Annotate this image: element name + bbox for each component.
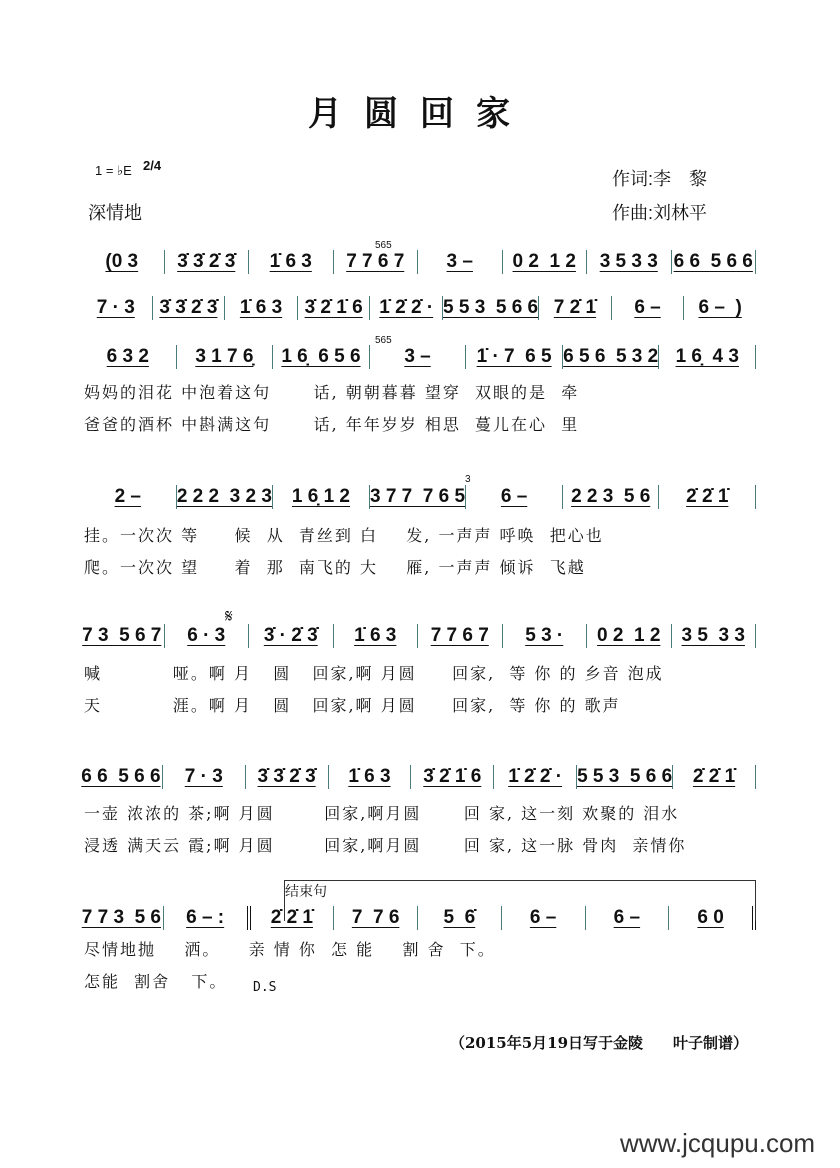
- watermark: www.jcqupu.com: [620, 1128, 816, 1158]
- measure: 5 6̇: [418, 906, 502, 930]
- measure: 3̇ 3̇ 2̇ 3̇: [153, 296, 226, 320]
- measure: 1̇ 2̇ 2̇ ·: [370, 296, 443, 320]
- measure: 6 – :: [164, 906, 251, 930]
- measure: 3̇ 3̇ 2̇ 3̇: [246, 765, 329, 789]
- measure: (0 3: [80, 250, 165, 274]
- measure: 6 –: [502, 906, 586, 930]
- lyrics-line: 尽情地抛 洒。 亲 情 你 怎 能 割 舍 下。: [84, 940, 496, 959]
- measure: 1̇ 6 3: [329, 765, 412, 789]
- measure: 6 0: [669, 906, 756, 930]
- measure: 2 2 3 5 6: [563, 485, 660, 509]
- lyrics-line: 挂。一次次 等 候 从 青丝到 白 发, 一声声 呼唤 把心也: [84, 526, 604, 545]
- lyrics-line: 天 涯。啊 月 圆 回家,啊 月圆 回家, 等 你 的 歌声: [84, 696, 621, 715]
- ending-label: 结束句: [285, 884, 327, 900]
- measure: 3̇ 2̇ 1̇ 6: [411, 765, 494, 789]
- measure: 7 7 6: [334, 906, 418, 930]
- notation-row: [80, 345, 756, 369]
- measure: 7 2̇ 1̇: [539, 296, 612, 320]
- measure: 0 2 1 2: [503, 250, 588, 274]
- lyrics-line: 浸透 满天云 霞;啊 月圆 回家,啊月圆 回 家, 这一脉 骨肉 亲情你: [84, 836, 687, 855]
- measure: 1̇ 6 3: [249, 250, 334, 274]
- segno-icon: 𝄋: [225, 606, 233, 626]
- measure: 5 3 ·: [503, 624, 588, 648]
- triplet-mark: 3: [465, 474, 471, 485]
- time-signature: 2/4: [143, 158, 162, 173]
- measure: 6 6 5 6 6: [672, 250, 757, 274]
- measure: 6 5 6 5 3 2: [563, 346, 659, 367]
- measure: 6 –: [586, 906, 670, 930]
- song-title: 月圆回家: [308, 94, 532, 134]
- measure: 3 5 3 3: [587, 250, 672, 274]
- measure: 6 6 5 6 6: [80, 765, 163, 789]
- measure: 1̇ 6 3: [225, 296, 298, 320]
- grace-notes: 565: [375, 240, 392, 251]
- measure: 3 1 7 6̣: [177, 345, 274, 369]
- lyrics-line: 爬。一次次 望 着 那 南飞的 大 雁, 一声声 倾诉 飞越: [84, 558, 586, 577]
- measure: 7 7 6 7: [334, 250, 419, 274]
- measure: 7 7 6 7: [418, 624, 503, 648]
- measure: 1̇ 2̇ 2̇ ·: [494, 765, 577, 789]
- ending-bracket: [284, 880, 756, 921]
- measure: 6 –: [612, 296, 685, 320]
- measure: 7 3 5 6 7: [80, 624, 165, 648]
- notation-row: [80, 250, 756, 274]
- measure: 5 5 3 5 6 6: [443, 297, 539, 318]
- measure: 2̇ 2̇ 1̇: [673, 765, 756, 789]
- measure: 3̇ · 2̇ 3̇: [249, 624, 334, 648]
- measure: 3 5 3 3: [672, 624, 757, 648]
- measure: 3 –: [370, 345, 467, 369]
- composer: 作曲:刘林平: [612, 203, 708, 223]
- measure: 2 2 2 3 2 3: [176, 486, 272, 507]
- grace-notes: 565: [375, 335, 392, 346]
- lyrics-line: 喊 哑。啊 月 圆 回家,啊 月圆 回家, 等 你 的 乡音 泡成: [84, 664, 664, 683]
- measure: 5 5 3 5 6 6: [577, 766, 673, 787]
- measure: 6 · 3: [165, 624, 250, 648]
- measure: 7 · 3: [80, 296, 153, 320]
- expression-mark: 深情地: [88, 203, 142, 223]
- lyrics-line: 妈妈的泪花 中泡着这句 话, 朝朝暮暮 望穿 双眼的是 牵: [84, 383, 580, 402]
- measure: 2̇ 2̇ 1̇: [251, 906, 335, 930]
- measure: 6 –: [466, 485, 563, 509]
- measure: 6 – ): [698, 297, 742, 318]
- measure: 1̇ · 7 6 5: [466, 345, 563, 369]
- footer-note: （2015年5月19日写于金陵 叶子制谱）: [450, 1034, 749, 1052]
- notation-row: [80, 485, 756, 509]
- key-signature: 1 = ♭E: [95, 163, 132, 178]
- measure: 2̇ 2̇ 1̇: [659, 485, 756, 509]
- measure: 1 6̣ 6 5 6: [273, 345, 370, 369]
- measure: 1̇ 6 3: [334, 624, 419, 648]
- notation-row: [80, 765, 756, 789]
- measure: 3 –: [418, 250, 503, 274]
- measure: 7 · 3: [163, 765, 246, 789]
- lyrics-line: 一壶 浓浓的 茶;啊 月圆 回家,啊月圆 回 家, 这一刻 欢聚的 泪水: [84, 804, 680, 823]
- measure: 3̇ 3̇ 2̇ 3̇: [165, 250, 250, 274]
- measure: 6 3 2: [80, 345, 177, 369]
- measure: 3 7 7 7 6 5: [369, 486, 466, 507]
- measure: 2 –: [80, 485, 177, 509]
- lyricist: 作词:李 黎: [612, 169, 708, 189]
- notation-row: [80, 624, 756, 648]
- lyrics-line: 怎能 割舍 下。: [84, 972, 228, 991]
- measure: 1 6̣ 1 2: [273, 485, 370, 509]
- lyrics-line: 爸爸的酒杯 中斟满这句 话, 年年岁岁 相思 蔓儿在心 里: [84, 415, 580, 434]
- dal-segno: D.S: [253, 980, 277, 995]
- notation-row: [80, 296, 756, 320]
- measure: 1 6̣ 4 3: [659, 345, 756, 369]
- measure: 0 2 1 2: [587, 624, 672, 648]
- measure: 3̇ 2̇ 1̇ 6: [298, 296, 371, 320]
- measure: 7 7 3 5 6: [80, 906, 164, 930]
